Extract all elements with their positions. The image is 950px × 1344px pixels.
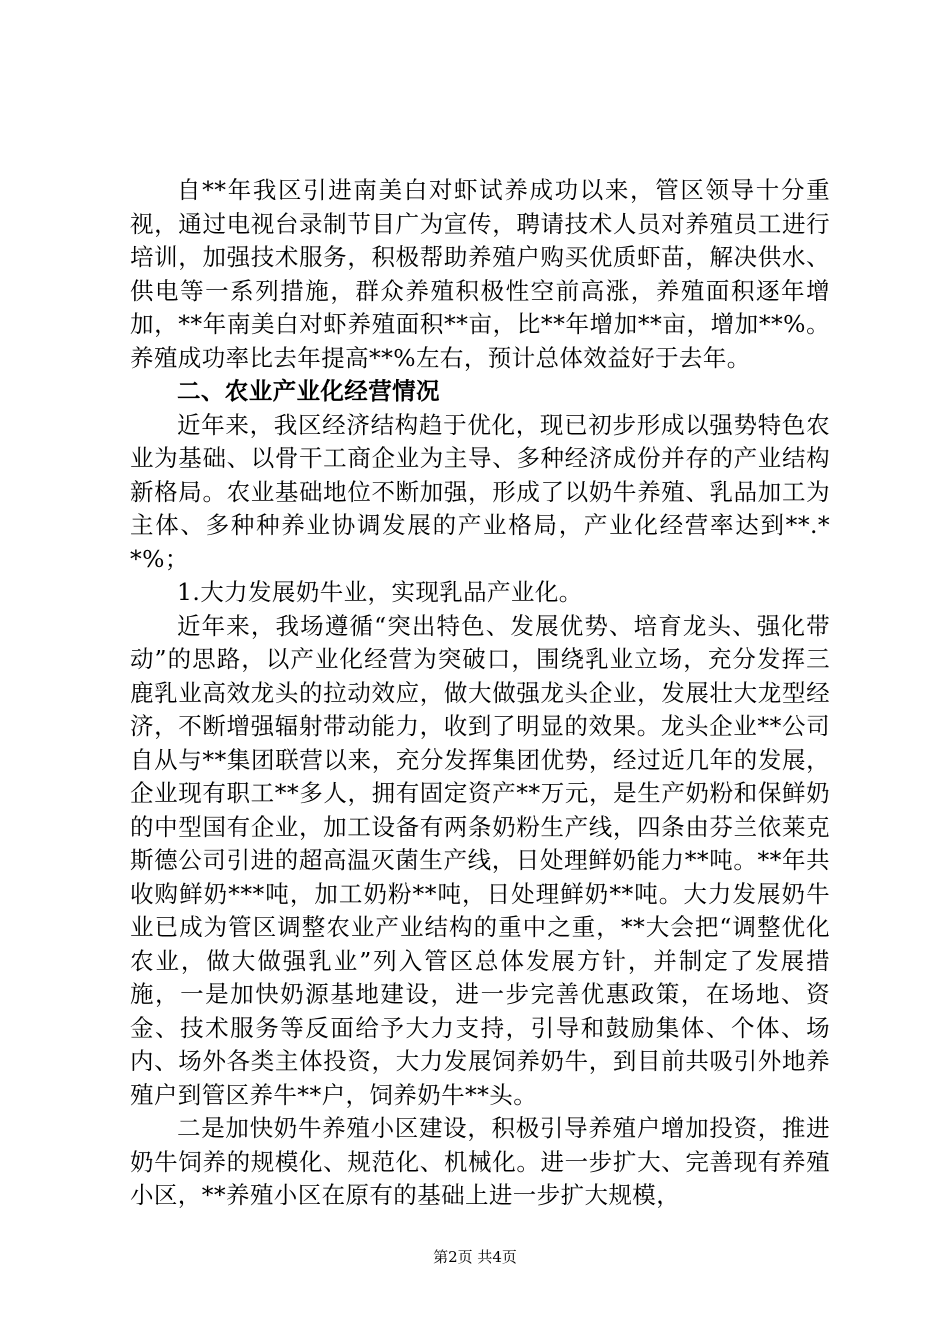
paragraph-economic-structure: 近年来，我区经济结构趋于优化，现已初步形成以强势特色农业为基础、以骨干工商企业为主导、多种经济成份并存的产业结构新格局。农业基础地位不断加强，形成了以奶牛养殖、乳品加工为主体、多种种养业协调发展的产业格局，产业化经营率达到**.**%；: [130, 410, 830, 573]
paragraph-breeding-zones: 二是加快奶牛养殖小区建设，积极引导养殖户增加投资，推进奶牛饲养的规模化、规范化、机械化。进一步扩大、完善现有养殖小区，**养殖小区在原有的基础上进一步扩大规模，: [130, 1114, 830, 1209]
subheading-dairy-industry: 1.大力发展奶牛业，实现乳品产业化。: [177, 578, 583, 606]
page-number-footer: 第2页 共4页: [433, 1248, 517, 1266]
section-heading-agri-industrialization: 二、农业产业化经营情况: [177, 377, 440, 405]
paragraph-dairy-development: 近年来，我场遵循“突出特色、发展优势、培育龙头、强化带动”的思路，以产业化经营为突破口，围绕乳业立场，充分发挥三鹿乳业高效龙头的拉动效应，做大做强龙头企业，发展壮大龙型经济，不断增强辐射带动能力，收到了明显的效果。龙头企业**公司自从与**集团联营以来，充分发挥集团优势，经过近几年的发展，企业现有职工**多人，拥有固定资产**万元，是生产奶粉和保鲜奶的中型国有企业，加工设备有两条奶粉生产线，四条由芬兰依莱克斯德公司引进的超高温灭菌生产线，日处理鲜奶能力**吨。**年共收购鲜奶***吨，加工奶粉**吨，日处理鲜奶**吨。大力发展奶牛业已成为管区调整农业产业结构的重中之重，**大会把“调整优化农业，做大做强乳业”列入管区总体发展方针，并制定了发展措施，一是加快奶源基地建设，进一步完善优惠政策，在场地、资金、技术服务等反面给予大力支持，引导和鼓励集体、个体、场内、场外各类主体投资，大力发展饲养奶牛，到目前共吸引外地养殖户到管区养牛**户，饲养奶牛**头。: [130, 611, 830, 1109]
paragraph-shrimp-farming: 自**年我区引进南美白对虾试养成功以来，管区领导十分重视，通过电视台录制节目广为宣传，聘请技术人员对养殖员工进行培训，加强技术服务，积极帮助养殖户购买优质虾苗，解决供水、供电等一系列措施，群众养殖积极性空前高涨，养殖面积逐年增加，**年南美白对虾养殖面积**亩，比**年增加**亩，增加**%。养殖成功率比去年提高**%左右，预计总体效益好于去年。: [130, 176, 830, 372]
document-body: [130, 174, 830, 1213]
